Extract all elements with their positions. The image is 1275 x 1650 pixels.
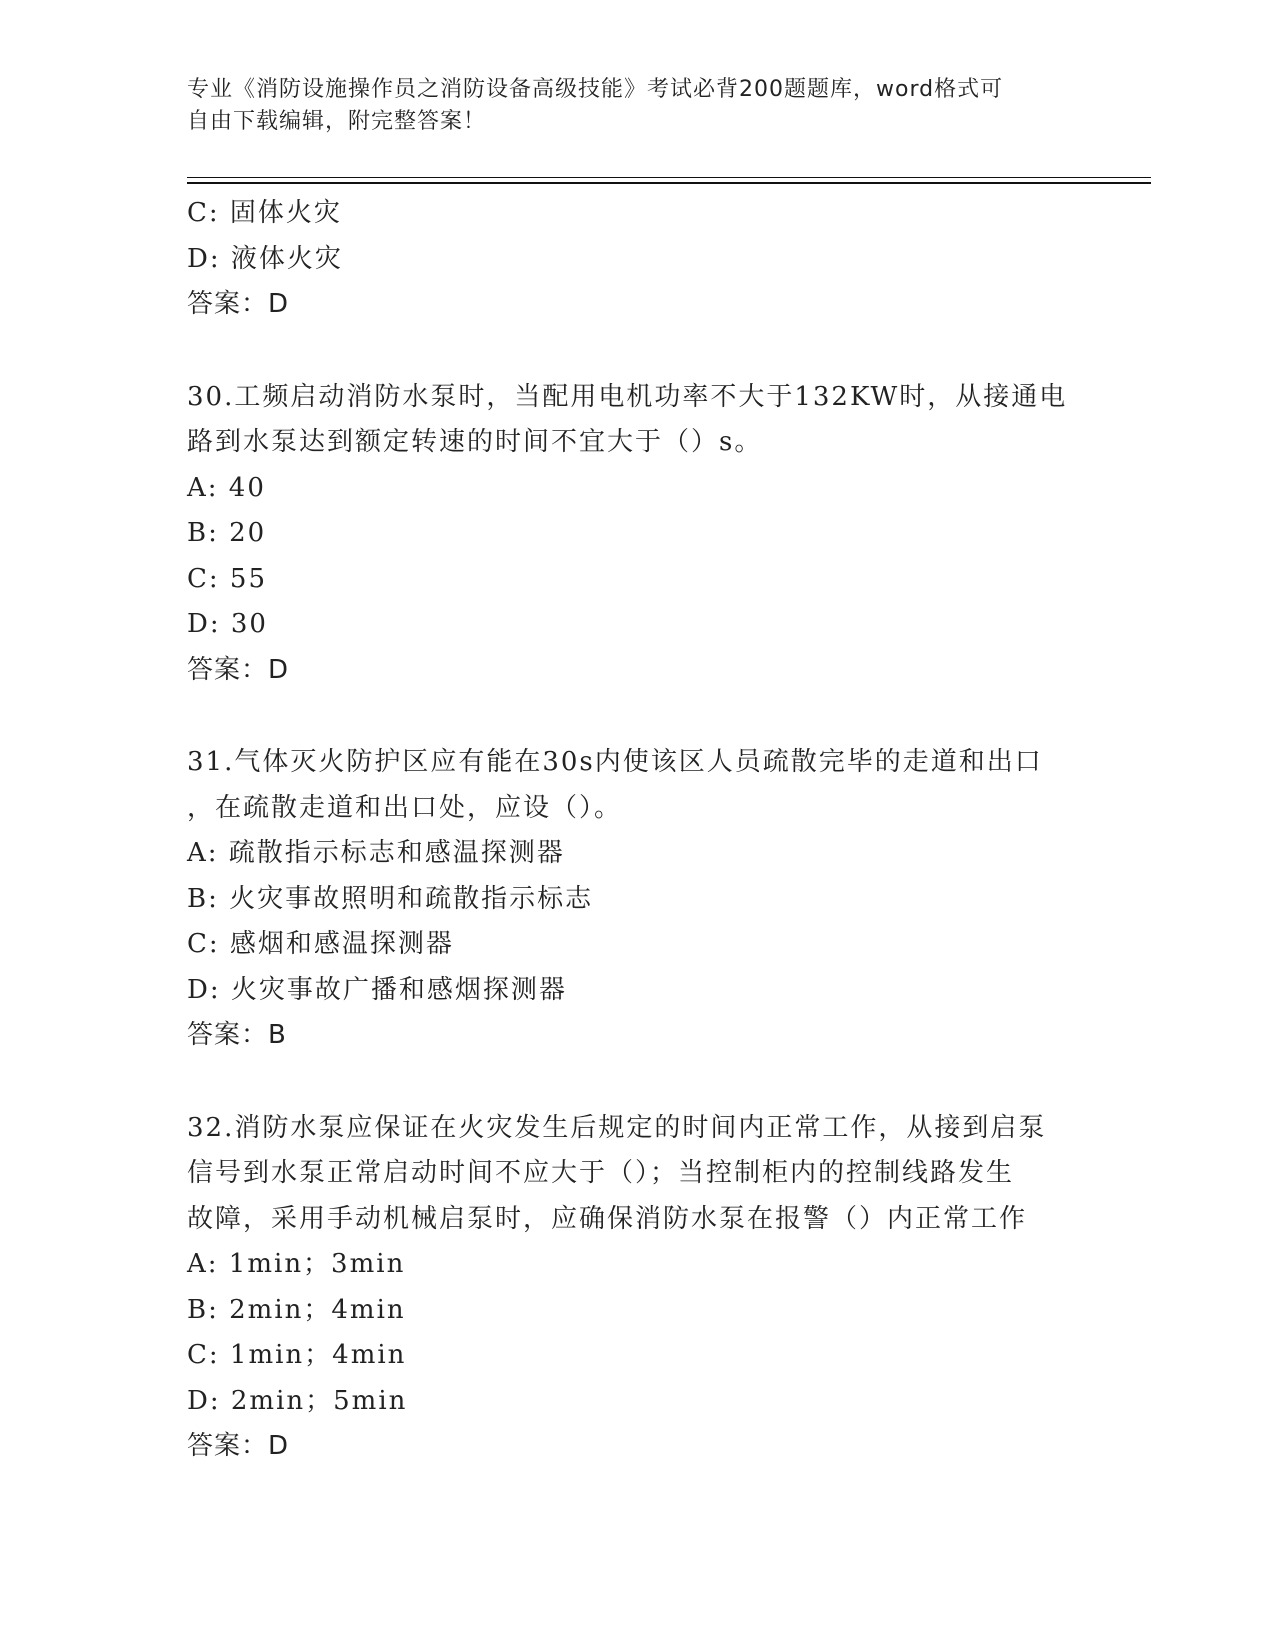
- option-c: C: 固体火灾: [187, 198, 342, 228]
- question-text-line: 32.消防水泵应保证在火灾发生后规定的时间内正常工作，从接到启泵: [187, 1112, 1047, 1143]
- question-30: [187, 375, 1087, 694]
- option-a: A: 1min；3min: [187, 1249, 406, 1279]
- option-d: D: 2min；5min: [187, 1385, 408, 1416]
- option-d: D: 液体火灾: [187, 243, 343, 274]
- option-d: D: 火灾事故广播和感烟探测器: [187, 974, 567, 1005]
- question-text-line: 31.气体灭火防护区应有能在30s内使该区人员疏散完毕的走道和出口: [187, 747, 1043, 777]
- option-c: C: 1min；4min: [187, 1340, 407, 1370]
- option-a: A: 40: [187, 472, 266, 503]
- header-divider-thin: [187, 177, 1151, 178]
- question-text-line: 30.工频启动消防水泵时，当配用电机功率不大于132KW时，从接通电: [187, 381, 1068, 412]
- question-list: [187, 191, 1087, 1470]
- spacer: [187, 1059, 1087, 1106]
- spacer: [187, 693, 1087, 740]
- question-text-line: 故障，采用手动机械启泵时，应确保消防水泵在报警（）内正常工作: [187, 1203, 1028, 1234]
- option-b: B: 2min；4min: [187, 1294, 406, 1325]
- question-text-line: 信号到水泵正常启动时间不应大于（）；当控制柜内的控制线路发生: [187, 1158, 1015, 1188]
- option-d: D: 30: [187, 609, 268, 639]
- document-header: [187, 74, 1067, 138]
- spacer: [187, 328, 1087, 375]
- option-c: C: 感烟和感温探测器: [187, 929, 454, 959]
- answer-line: 答案：B: [187, 1020, 287, 1050]
- question-29-tail: [187, 191, 1087, 328]
- question-text-line: 路到水泵达到额定转速的时间不宜大于（）s。: [187, 427, 763, 457]
- header-line-1: 专业《消防设施操作员之消防设备高级技能》考试必背200题题库，word格式可: [187, 77, 1004, 102]
- question-text-line: ，在疏散走道和出口处，应设（）。: [187, 792, 623, 823]
- question-32: [187, 1106, 1087, 1470]
- answer-line: 答案：D: [187, 654, 290, 685]
- option-a: A: 疏散指示标志和感温探测器: [187, 838, 565, 868]
- option-b: B: 火灾事故照明和疏散指示标志: [187, 883, 594, 914]
- question-31: [187, 740, 1087, 1059]
- option-b: B: 20: [187, 518, 267, 548]
- header-line-2: 自由下载编辑，附完整答案！: [187, 109, 487, 134]
- option-c: C: 55: [187, 563, 268, 594]
- answer-line: 答案：D: [187, 1431, 290, 1461]
- answer-line: 答案：D: [187, 289, 290, 319]
- header-divider-thick: [187, 182, 1151, 184]
